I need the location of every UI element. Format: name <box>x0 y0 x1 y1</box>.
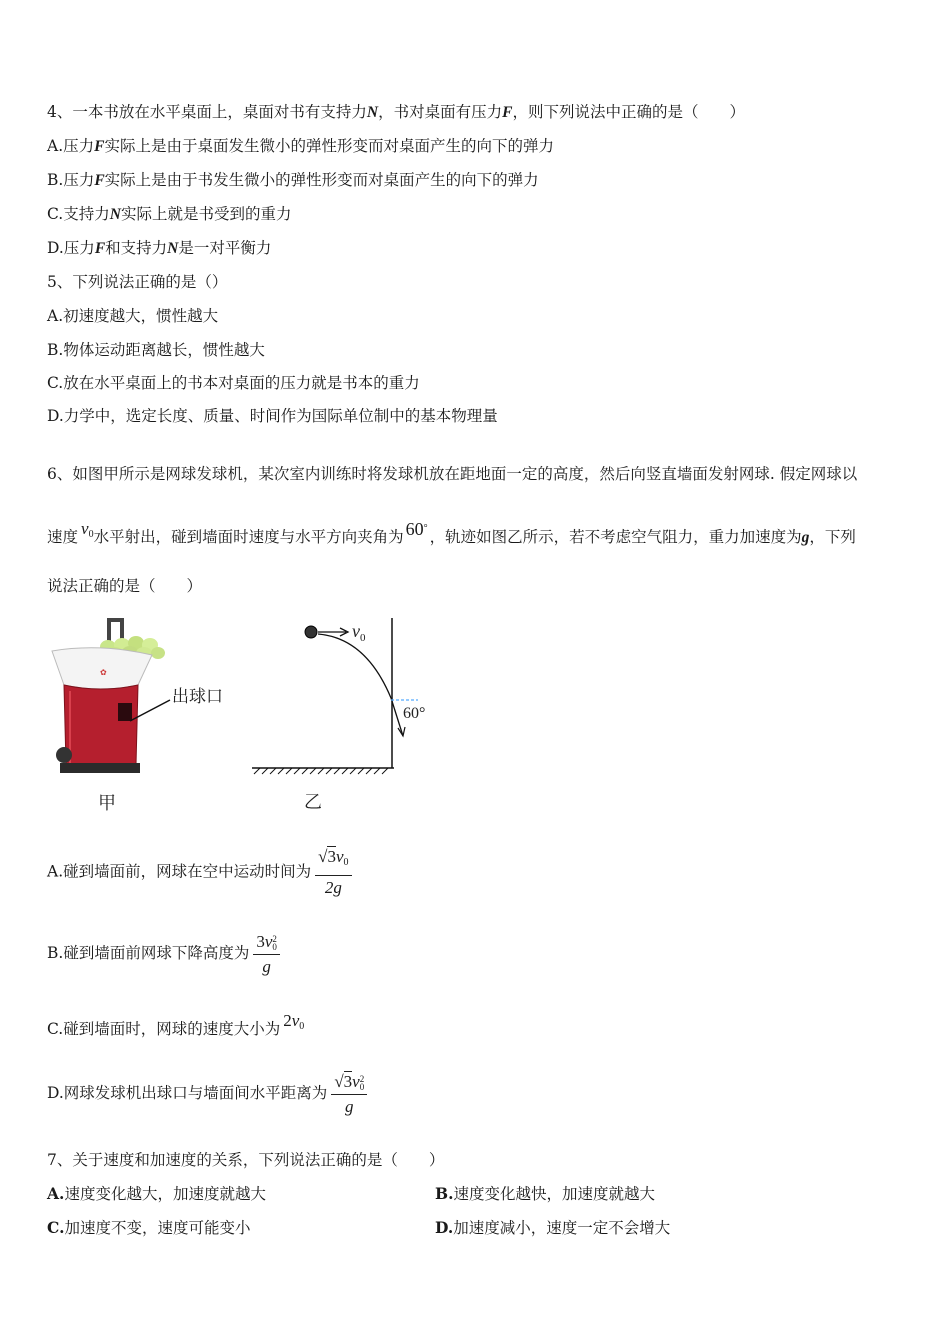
q7-option-a <box>47 1184 266 1204</box>
q4-b-post: 实际上是由于书发生微小的弹性形变而对桌面产生的向下的弹力 <box>104 171 539 189</box>
symbol-g: g <box>801 529 810 546</box>
sqrt-sign: √ <box>318 847 328 866</box>
coef-2: 2 <box>283 1011 292 1030</box>
q4-d-mid: 和支持力 <box>105 239 168 257</box>
q6-option-c <box>47 1012 304 1052</box>
q7-b-text: 速度变化越快，加速度就越大 <box>453 1185 656 1203</box>
q4-option-a <box>47 136 554 157</box>
q7-stem: 7、关于速度和加速度的关系，下列说法正确的是（ ） <box>47 1151 445 1169</box>
q4-stem <box>47 102 745 123</box>
symbol-v: v <box>352 1071 360 1091</box>
q7-option-c <box>47 1218 250 1238</box>
fraction-a-num <box>315 845 351 876</box>
outlet-label: 出球口 <box>172 687 223 707</box>
coef-3: 3 <box>256 931 265 951</box>
fraction-b <box>253 930 280 979</box>
symbol-F: F <box>94 138 105 155</box>
caption-yi: 乙 <box>304 792 322 813</box>
q7-c-text: 加速度不变，速度可能变小 <box>64 1219 251 1237</box>
speed-2v0 <box>283 1011 304 1030</box>
q5-option-c: C.放在水平桌面上的书本对桌面的压力就是书本的重力 <box>47 374 420 392</box>
q6-stem-line3: 说法正确的是（ ） <box>47 577 203 595</box>
q7-d-label: D. <box>435 1218 454 1237</box>
angle-label: 60° <box>403 705 426 722</box>
q4-a-pre: A.压力 <box>47 137 95 155</box>
ground-hatch <box>254 768 388 774</box>
q6-stem-line1: 6、如图甲所示是网球发球机，某次室内训练时将发球机放在距地面一定的高度，然后向竖直墙面发射网球. 假定网球以 <box>47 465 858 483</box>
q6-line2-post: ，轨迹如图乙所示，若不考虑空气阻力，重力加速度为 <box>429 528 802 546</box>
q4-c-pre: C.支持力 <box>47 205 110 223</box>
q4-stem-pre: 4、一本书放在水平桌面上，桌面对书有支持力 <box>47 103 367 121</box>
q4-d-pre: D.压力 <box>47 239 95 257</box>
q4-option-b <box>47 170 539 191</box>
symbol-N: N <box>109 206 121 223</box>
q7-option-d <box>435 1218 670 1238</box>
v0-squared <box>360 1075 365 1091</box>
v0-squared <box>272 935 277 951</box>
angle-value: 60 <box>405 519 424 539</box>
q5-option-d: D.力学中，选定长度、质量、时间作为国际单位制中的基本物理量 <box>47 407 498 425</box>
machine-base <box>60 763 140 773</box>
q7-d-text: 加速度减小，速度一定不会增大 <box>453 1219 671 1237</box>
q7-b-label: B. <box>435 1184 454 1203</box>
ball-outlet <box>118 703 132 721</box>
q6-stem-line2 <box>47 519 856 553</box>
q4-stem-mid: ，书对桌面有压力 <box>378 103 503 121</box>
q6-a-text: A.碰到墙面前，网球在空中运动时间为 <box>47 862 312 881</box>
q6-c-text: C.碰到墙面时，网球的速度大小为 <box>47 1020 281 1038</box>
q6-d-text: D.网球发球机出球口与墙面间水平距离为 <box>47 1084 328 1102</box>
sqrt-sign: √ <box>334 1071 344 1091</box>
q6-line2-end: ，下列 <box>809 528 856 546</box>
fraction-d-num <box>331 1070 367 1095</box>
sqrt-3: 3 <box>343 1071 353 1091</box>
q6-line2-mid: 水平射出，碰到墙面时速度与水平方向夹角为 <box>93 528 404 546</box>
caption-jia: 甲 <box>98 793 116 814</box>
machine-body <box>64 685 138 769</box>
q5-option-b: B.物体运动距离越长，惯性越大 <box>47 341 265 359</box>
symbol-v0 <box>81 519 94 538</box>
angle-60 <box>406 519 428 539</box>
q4-a-post: 实际上是由于桌面发生微小的弹性形变而对桌面产生的向下的弹力 <box>104 137 554 155</box>
sqrt-3: 3 <box>327 847 336 866</box>
v0-label: $v_0$ <box>352 621 366 644</box>
q4-d-post: 是一对平衡力 <box>178 239 272 257</box>
q7-c-label: C. <box>47 1218 65 1237</box>
figure-trajectory <box>248 612 448 817</box>
trajectory-curve <box>318 634 391 698</box>
subscript-0: 0 <box>88 529 94 540</box>
q6-option-b <box>47 928 280 979</box>
q6-option-d <box>47 1068 367 1119</box>
symbol-v: v <box>291 1011 300 1030</box>
fraction-d-den: g <box>345 1096 354 1116</box>
q4-c-post: 实际上就是书受到的重力 <box>120 205 292 223</box>
machine-handle-top <box>107 618 124 622</box>
wheel-icon <box>56 747 72 763</box>
symbol-F: F <box>94 240 106 257</box>
superscript-2: 2 <box>359 1073 365 1084</box>
fraction-a <box>315 845 351 900</box>
symbol-F: F <box>94 172 105 189</box>
hopper-logo: ✿ <box>100 668 107 677</box>
q6-option-a <box>47 845 352 900</box>
symbol-v: v <box>335 847 344 866</box>
q4-b-pre: B.压力 <box>47 171 95 189</box>
q7-a-label: A. <box>47 1184 65 1203</box>
q4-stem-post: ，则下列说法中正确的是（ ） <box>512 103 745 121</box>
fraction-b-den: g <box>262 956 271 976</box>
subscript-0: 0 <box>299 1021 305 1032</box>
symbol-N: N <box>167 240 179 257</box>
q4-option-c <box>47 204 291 225</box>
q6-b-text: B.碰到墙面前网球下降高度为 <box>47 944 250 962</box>
q5-stem: 5、下列说法正确的是（） <box>47 273 228 291</box>
q7-option-b <box>435 1184 655 1204</box>
figure-ball-machine <box>40 615 250 815</box>
subscript-0: 0 <box>343 857 349 868</box>
fraction-d <box>331 1070 367 1119</box>
degree-sign: ° <box>423 523 428 534</box>
fraction-b-num <box>253 930 280 955</box>
symbol-v: v <box>264 931 273 951</box>
symbol-F: F <box>502 104 513 121</box>
symbol-v: v <box>81 519 89 538</box>
symbol-N: N <box>366 104 379 121</box>
q6-line2-pre: 速度 <box>47 528 79 546</box>
fraction-a-den: 2g <box>324 878 342 897</box>
superscript-2: 2 <box>272 933 277 944</box>
subscript-0: 0 <box>359 1081 365 1092</box>
subscript-0: 0 <box>272 941 277 952</box>
q7-a-text: 速度变化越大，加速度就越大 <box>64 1185 266 1203</box>
q5-option-a: A.初速度越大，惯性越大 <box>47 307 219 325</box>
impact-velocity-arrow <box>391 698 403 736</box>
ball-icon <box>305 626 317 638</box>
q4-option-d <box>47 238 271 259</box>
